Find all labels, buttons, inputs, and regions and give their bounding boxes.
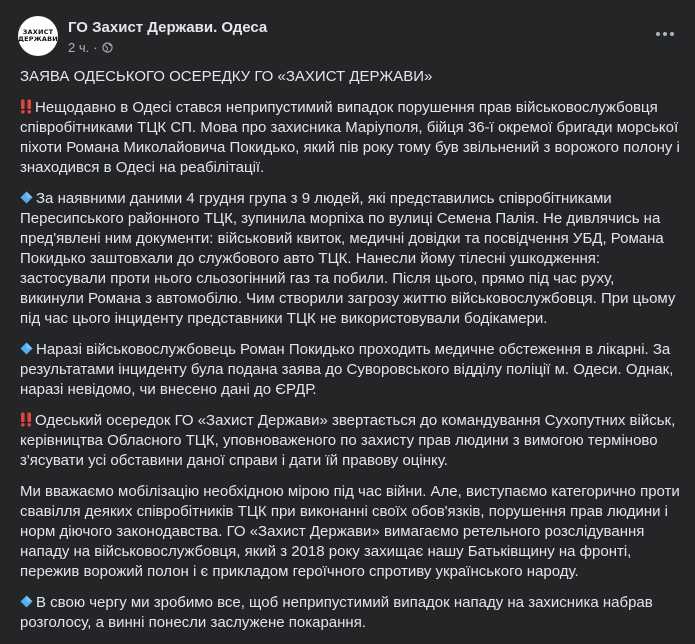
post-time-link[interactable]: 2 ч. <box>68 40 90 55</box>
globe-icon[interactable] <box>102 42 113 53</box>
avatar[interactable] <box>18 16 58 56</box>
paragraph-text: За наявними даними 4 грудня група з 9 людей, які представились співробітниками Пересипського районного ТЦК, зупинила морпіха по вулиці Семена Палія. Не дивлячись на пред'явлені ним документи: військовий квиток, медичні довідки та посвідчення УБД, Романа Покидько заштовхали до службового авто ТЦК. Нанесли йому тілесні ушкодження: застосували проти нього сльозогінний газ та побили. Після цього, прямо під час руху, викинули Романа з автомобілю. Чим створили загрозу життю військовослужбовця. При цьому під час цього інциденту представники ТЦК не використовували бодікамери. <box>20 190 676 327</box>
post-paragraph-2 <box>20 189 680 329</box>
post-paragraph-4 <box>20 411 680 471</box>
paragraph-text: Наразі військовослужбовець Роман Покидько проходить медичне обстеження в лікарні. За результатами інциденту була подана заява до Суворовського відділу поліції м. Одеси. Однак, наразі невідомо, чи внесено дані до ЄРДР. <box>20 341 674 398</box>
double-exclamation-emoji-icon <box>20 412 32 427</box>
post-body <box>20 67 680 644</box>
paragraph-text: Нещодавно в Одесі стався неприпустимий випадок порушення прав військовослужбовця співробітниками ТЦК СП. Мова про захисника Маріуполя, бійця 36-ї окремої бригади морської піхоти Романа Миколайовича Покидько, який пів року тому був звільнений з ворожого полону і знаходився в Одесі на реабілітації. <box>20 99 680 176</box>
page-name-link[interactable]: ГО Захист Держави. Одеса <box>68 19 268 36</box>
post-meta <box>68 40 113 55</box>
blue-diamond-emoji-icon <box>20 595 33 608</box>
meta-separator: · <box>93 40 98 55</box>
post-paragraph-5 <box>20 482 680 582</box>
avatar-line-2: ДЕРЖАВИ <box>18 35 58 43</box>
post-paragraph-6 <box>20 593 680 633</box>
more-options-button[interactable] <box>649 22 681 46</box>
paragraph-text: Ми вважаємо мобілізацію необхідною мірою під час війни. Але, виступаємо категорично проти свавілля деяких співробітників ТЦК при виконанні своїх обов'язків, порушення прав людини і норм діючого законодавства. ГО «Захист Держави» вимагаємо ретельного розслідування нападу на військовослужбовця, який з 2018 року захищає нашу Батьківщину на фронті, пережив ворожий полон і є прикладом героїчного спротиву українського народу. <box>20 483 680 580</box>
more-horizontal-icon <box>656 32 674 36</box>
double-exclamation-emoji-icon <box>20 99 32 114</box>
post-header <box>18 16 681 60</box>
avatar-line-1: ЗАХИСТ <box>22 28 54 36</box>
blue-diamond-emoji-icon <box>20 342 33 355</box>
post-title: ЗАЯВА ОДЕСЬКОГО ОСЕРЕДКУ ГО «ЗАХИСТ ДЕРЖАВИ» <box>20 68 433 85</box>
post-paragraph-1 <box>20 98 680 178</box>
paragraph-text: Одеський осередок ГО «Захист Держави» звертається до командування Сухопутних військ, керівництва Обласного ТЦК, уповноваженого по захисту прав людини з вимогою терміново з'ясувати усі обставини даної справи і дати їй правову оцінку. <box>20 412 676 469</box>
post-paragraph-3 <box>20 340 680 400</box>
blue-diamond-emoji-icon <box>20 191 33 204</box>
paragraph-text: В свою чергу ми зробимо все, щоб неприпустимий випадок нападу на захисника набрав розголосу, а винні понесли заслужене покарання. <box>20 594 653 631</box>
